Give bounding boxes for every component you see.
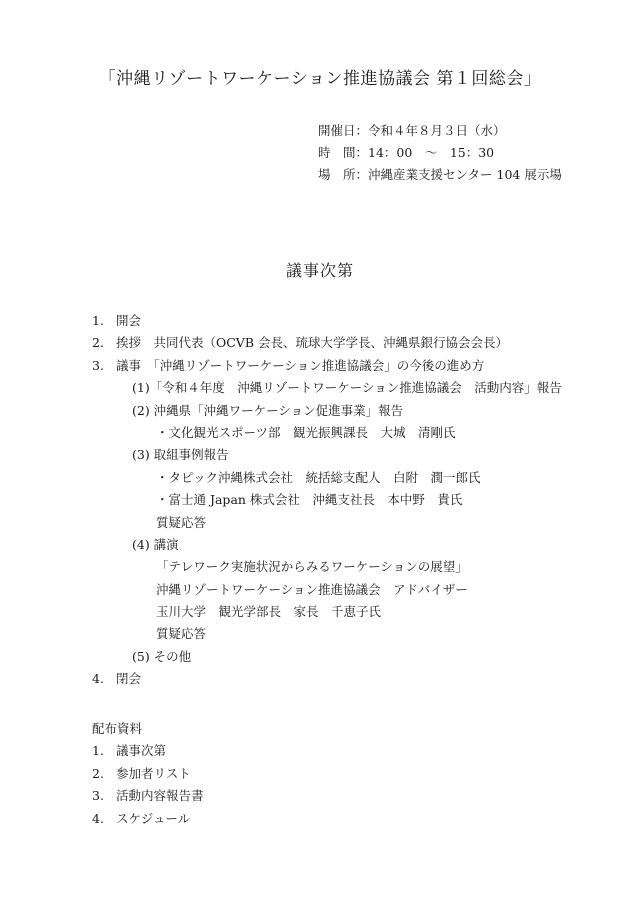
- agenda-item-text: 議事 「沖縄リゾートワーケーション推進協議会」の今後の進め方: [116, 357, 485, 373]
- document-item: [92, 763, 204, 785]
- meeting-title: 「沖縄リゾートワーケーション推進協議会 第１回総会」: [98, 69, 542, 89]
- agenda-item-text: 閉会: [116, 671, 142, 687]
- agenda-heading: 議事次第: [285, 261, 354, 280]
- document-item: [92, 785, 204, 807]
- meta-place-label: 場 所：: [318, 167, 369, 182]
- meta-date-row: [318, 120, 562, 142]
- agenda-item-number: 4.: [92, 671, 104, 687]
- agenda-item-number: 2.: [92, 335, 104, 351]
- agenda-sub-3: (3) 取組事例報告: [132, 447, 229, 463]
- meeting-meta: [318, 120, 562, 186]
- document-text: 参加者リスト: [116, 765, 191, 781]
- meta-time-value: 14：00 ～ 15：30: [368, 145, 495, 160]
- agenda-sub-3-qa: 質疑応答: [156, 514, 207, 530]
- document-text: 活動内容報告書: [116, 788, 204, 804]
- agenda-sub-3-detail-2: ・富士通 Japan 株式会社 沖縄支社長 本中野 貴氏: [156, 492, 463, 508]
- agenda-item-closing: [92, 668, 562, 690]
- agenda-item-proceedings: [92, 355, 562, 377]
- documents-heading: 配布資料: [92, 721, 143, 736]
- agenda-sub-1: (1)「令和４年度 沖縄リゾートワーケーション推進協議会 活動内容」報告: [132, 380, 562, 396]
- agenda-sub-4-speaker-2: 玉川大学 観光学部長 家長 千恵子氏: [156, 604, 382, 620]
- document-text: 議事次第: [116, 743, 167, 759]
- document-number: 3.: [92, 788, 104, 804]
- document-number: 2.: [92, 765, 104, 781]
- meta-time-row: [318, 142, 562, 164]
- agenda-sub-2: (2) 沖縄県「沖縄ワーケーション促進事業」報告: [132, 402, 404, 418]
- agenda-sub-2-detail: ・文化観光スポーツ部 観光振興課長 大城 清剛氏: [156, 424, 456, 440]
- document-number: 1.: [92, 743, 104, 759]
- agenda-item-text: 開会: [116, 313, 142, 328]
- agenda-item-number: 1.: [92, 313, 104, 328]
- agenda-sub-4-qa: 質疑応答: [156, 626, 207, 642]
- agenda-sub-4: (4) 講演: [132, 536, 179, 552]
- agenda-sub-5: (5) その他: [132, 648, 192, 664]
- meta-date-value: 令和４年８月３日（水）: [368, 123, 506, 138]
- meta-place-value: 沖縄産業支援センター 104 展示場: [368, 167, 562, 182]
- meta-time-label: 時 間：: [318, 145, 369, 160]
- agenda-item-greeting: [92, 332, 562, 354]
- meta-place-row: [318, 164, 562, 186]
- agenda-item-number: 3.: [92, 357, 104, 373]
- distributed-documents: [92, 718, 204, 830]
- document-item: [92, 808, 204, 830]
- agenda-sub-4-title: 「テレワーク実施状況からみるワーケーションの展望」: [156, 559, 468, 575]
- document-item: [92, 740, 204, 762]
- agenda-list: [92, 310, 562, 691]
- agenda-item-opening: [92, 310, 562, 332]
- agenda-sub-4-speaker-1: 沖縄リゾートワーケーション推進協議会 アドバイザー: [156, 581, 468, 597]
- document-text: スケジュール: [116, 810, 191, 826]
- agenda-sub-3-detail-1: ・タピック沖縄株式会社 統括総支配人 白附 潤一郎氏: [156, 469, 481, 485]
- agenda-item-text: 挨拶 共同代表（OCVB 会長、琉球大学学長、沖縄県銀行協会会長）: [116, 335, 508, 351]
- document-number: 4.: [92, 810, 104, 826]
- meta-date-label: 開催日：: [318, 123, 369, 138]
